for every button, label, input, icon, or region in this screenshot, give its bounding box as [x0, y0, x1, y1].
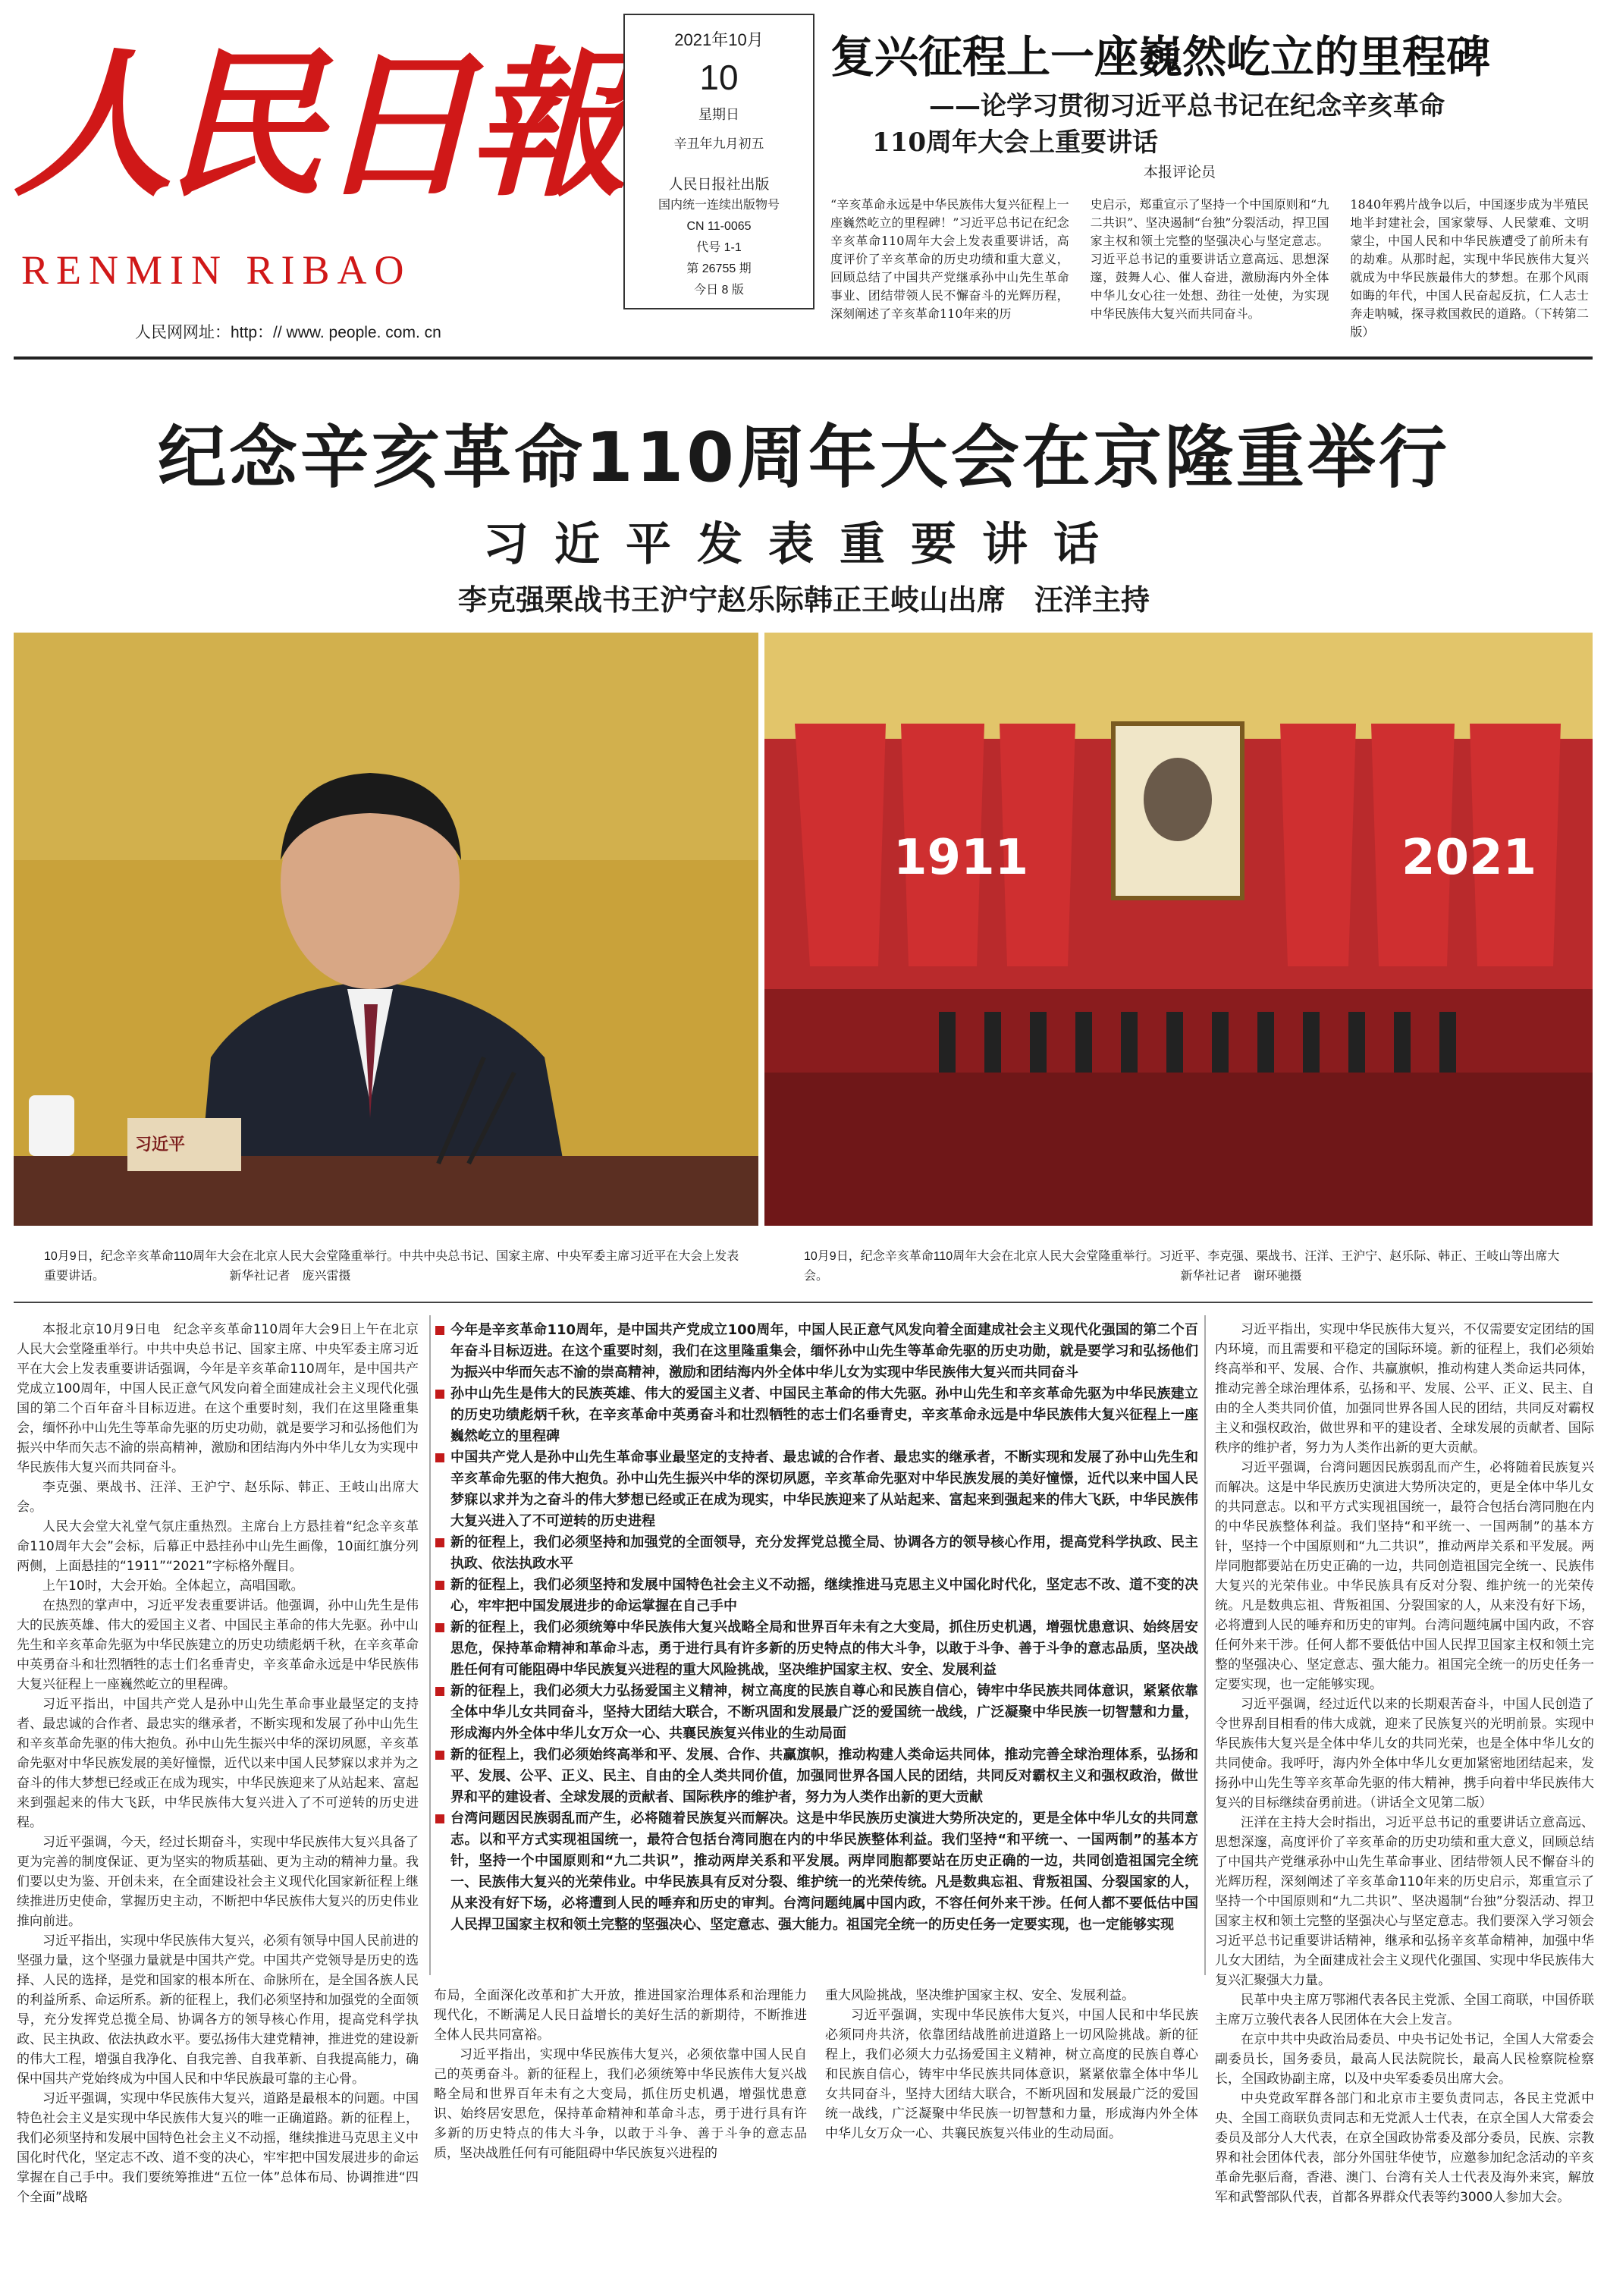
col2-lower-right: [825, 1986, 1198, 2289]
col1-para: 在热烈的掌声中，习近平发表重要讲话。他强调，孙中山先生是伟大的民族英雄、伟大的爱国主义者、中国民主革命的伟大先驱。孙中山先生和辛亥革命先驱为中华民族建立的历史功绩彪炳千秋，在辛亥革命中英勇奋斗和壮烈牺牲的志士们名垂青史，辛亥革命永远是中华民族伟大复兴征程上一座巍然屹立的里程碑。: [17, 1598, 419, 1692]
photo-caption-1: [44, 1247, 749, 1286]
top-article-subtitle-1: ——论学习贯彻习近平总书记在纪念辛亥革命: [929, 91, 1445, 121]
col2-para: 重大风险挑战，坚决维护国家主权、安全、发展利益。: [825, 1988, 1135, 2003]
key-point: 台湾问题因民族弱乱而产生，必将随着民族复兴而解决。这是中华民族历史演进大势所决定的，更是全体中华儿女的共同意志。以和平方式实现祖国统一，最符合包括台湾同胞在内的中华民族整体利益。我们坚持“和平统一、一国两制”的基本方针，坚持一个中国原则和“九二共识”，推动两岸关系和平发展。两岸同胞都要站在历史正确的一边，共同创造祖国完全统一、民族伟大复兴的光荣伟业。中华民族具有反对分裂、维护统一的光荣传统。凡是数典忘祖、背叛祖国、分裂国家的人，从来没有好下场，必将遭到人民的唾弃和历史的审判。台湾问题纯属中国内政，不容任何外来干涉。任何人都不要低估中国人民捍卫国家主权和领土完整的坚强决心、坚定意志、强大能力。祖国完全统一的历史任务一定要实现，也一定能够实现: [434, 1808, 1198, 1936]
col1-para: 本报北京10月9日电 纪念辛亥革命110周年大会9日上午在北京人民大会堂隆重举行。中共中央总书记、国家主席、中央军委主席习近平在大会上发表重要讲话强调，今年是辛亥革命110周年，是中国共产党成立100周年，中国人民正意气风发向着全面建成社会主义现代化强国的第二个百年奋斗目标迈进。在这个重要时刻，我们在这里隆重集会，缅怀孙中山先生等革命先驱的历史功勋，就是要学习和弘扬他们为振兴中华而矢志不渝的崇高精神，激励和团结海内外中华儿女为实现中华民族伟大复兴而共同奋斗。: [17, 1322, 419, 1475]
caption-1-text: 10月9日，纪念辛亥革命110周年大会在北京人民大会堂隆重举行。中共中央总书记、国家主席、中央军委主席习近平在大会上发表重要讲话。: [44, 1250, 739, 1283]
col2-para: 布局，全面深化改革和扩大开放，推进国家治理体系和治理能力现代化，不断满足人民日益增长的美好生活的新期待，不断推进全体人民共同富裕。: [434, 1988, 807, 2043]
logo-chinese: 人民日報: [14, 31, 621, 218]
col1-para: 上午10时，大会开始。全体起立，高唱国歌。: [42, 1578, 304, 1594]
commentary-col-3: 1840年鸦片战争以后，中国逐步成为半殖民地半封建社会，国家蒙辱、人民蒙难、文明蒙尘，中国人民和中华民族遭受了前所未有的劫难。从那时起，实现中华民族伟大复兴就成为中华民族最伟大的梦想。在那个风雨如晦的年代，中国人民奋起反抗，仁人志士奔走呐喊，探寻救国救民的道路。（下转第二版）: [1350, 197, 1590, 339]
col3-para: 中央党政军群各部门和北京市主要负责同志，各民主党派中央、全国工商联负责同志和无党派人士代表，在京全国人大常委会委员及部分人大代表，在京全国政协常委及部分委员，民族、宗教界和社会团体代表，部分外国驻华使节，应邀参加纪念活动的辛亥革命先驱后裔，香港、澳门、台湾有关人士代表及海外来宾，解放军和武警部队代表，首都各界群众代表等约3000人参加大会。: [1215, 2091, 1594, 2205]
top-article-body: [830, 196, 1589, 347]
col1-para: 习近平指出，实现中华民族伟大复兴，必须有领导中国人民前进的坚强力量，这个坚强力量就是中国共产党。中国共产党领导是历史的选择、人民的选择，是党和国家的根本所在、命脉所在，是全国各族人民的利益所系、命运所系。新的征程上，我们必须坚持和加强党的全面领导，充分发挥党总揽全局、协调各方的领导核心作用，提高党科学执政、民主执政、依法执政水平。要弘扬伟大建党精神，推进党的建设新的伟大工程，增强自我净化、自我完善、自我革新、自我提高能力，确保中国共产党始终成为中国人民和中华民族最可靠的主心骨。: [17, 1933, 419, 2087]
cn-number: CN 11-0065: [686, 220, 752, 233]
col3-para: 民革中央主席万鄂湘代表各民主党派、全国工商联，中国侨联主席万立骏代表各人民团体在大会上发言。: [1215, 1993, 1594, 2027]
nameplate: 习近平: [135, 1135, 186, 1154]
article-column-2-lower: [434, 1986, 1198, 2289]
photo-caption-2: [804, 1247, 1570, 1286]
key-point: 孙中山先生是伟大的民族英雄、伟大的爱国主义者、中国民主革命的伟大先驱。孙中山先生和辛亥革命先驱为中华民族建立的历史功绩彪炳千秋，在辛亥革命中英勇奋斗和壮烈牺牲的志士们名垂青史，辛亥革命永远是中华民族伟大复兴征程上一座巍然屹立的里程碑: [434, 1384, 1198, 1447]
key-point: 新的征程上，我们必须统筹中华民族伟大复兴战略全局和世界百年未有之大变局，抓住历史机遇，增强忧患意识、始终居安思危，保持革命精神和革命斗志，勇于进行具有许多新的历史特点的伟大斗争，以敢于斗争、善于斗争的意志品质，坚决战胜任何有可能阻碍中华民族复兴进程的重大风险挑战，坚决维护国家主权、安全、发展利益: [434, 1617, 1198, 1681]
key-point: 新的征程上，我们必须坚持和发展中国特色社会主义不动摇，继续推进马克思主义中国化时代化，坚定志不改、道不变的决心，牢牢把中国发展进步的命运掌握在自己手中: [434, 1575, 1198, 1617]
photo-speaker[interactable]: [14, 633, 758, 1226]
caption-1-credit: 新华社记者 庞兴雷摄: [229, 1270, 351, 1283]
col2-lower-left: [434, 1986, 807, 2289]
col1-para: 习近平强调，实现中华民族伟大复兴，道路是最根本的问题。中国特色社会主义是实现中华民族伟大复兴的唯一正确道路。新的征程上，我们必须坚持和发展中国特色社会主义不动摇，继续推进马克思主义中国化时代化，坚定志不改、道不变的决心，牢牢把中国发展进步的命运掌握在自己手中。我们要统筹推进“五位一体”总体布局、协调推进“四个全面”战略: [17, 2091, 419, 2205]
code-number: 代号 1-1: [696, 241, 742, 254]
attendees-headline: 李克强栗战书王沪宁赵乐际韩正王岐山出席 汪洋主持: [457, 583, 1150, 617]
date-weekday: 星期日: [698, 107, 739, 122]
issue-number: 第 26755 期: [686, 262, 752, 275]
year-right-label: 2021: [1401, 830, 1537, 886]
date-box: [623, 14, 814, 309]
caption-2-text: 10月9日，纪念辛亥革命110周年大会在北京人民大会堂隆重举行。习近平、李克强、栗战书、汪洋、王沪宁、赵乐际、韩正、王岐山等出席大会。: [804, 1250, 1560, 1283]
col3-para: 习近平指出，实现中华民族伟大复兴，不仅需要安定团结的国内环境，而且需要和平稳定的国际环境。新的征程上，我们必须始终高举和平、发展、合作、共赢旗帜，推动构建人类命运共同体，推动完善全球治理体系，弘扬和平、发展、公平、正义、民主、自由的全人类共同价值，加强同世界各国人民的团结，共同反对霸权主义和强权政治，做世界和平的建设者、全球发展的贡献者、国际秩序的维护者，努力为人类作出新的更大贡献。: [1215, 1322, 1594, 1456]
article-column-1: [17, 1320, 419, 2283]
caption-2-credit: 新华社记者 谢环驰摄: [1180, 1270, 1302, 1283]
issn-line: 国内统一连续出版物号: [658, 199, 780, 212]
masthead-divider: [14, 356, 1593, 360]
date-day: 10: [699, 58, 739, 97]
date-lunar: 辛丑年九月初五: [673, 137, 764, 151]
col2-para: 习近平强调，实现中华民族伟大复兴，中国人民和中华民族必须同舟共济，依靠团结战胜前进道路上一切风险挑战。新的征程上，我们必须大力弘扬爱国主义精神，树立高度的民族自尊心和民族自信心，铸牢中华民族共同体意识，紧紧依靠全体中华儿女共同奋斗，坚持大团结大联合，不断巩固和发展最广泛的爱国统一战线，广泛凝聚中华民族一切智慧和力量，形成海内外全体中华儿女万众一心、共襄民族复兴伟业的生动局面。: [825, 2008, 1198, 2141]
website-url[interactable]: 人民网网址：http：// www. people. com. cn: [135, 324, 441, 341]
key-point: 新的征程上，我们必须始终高举和平、发展、合作、共赢旗帜，推动构建人类命运共同体，推动完善全球治理体系，弘扬和平、发展、公平、正义、民主、自由的全人类共同价值，加强同世界各国人民的团结，共同反对霸权主义和强权政治，做世界和平的建设者、全球发展的贡献者、国际秩序的维护者，努力为人类作出新的更大贡献: [434, 1745, 1198, 1808]
masthead-logo: [14, 15, 621, 243]
key-point: 新的征程上，我们必须坚持和加强党的全面领导，充分发挥党总揽全局、协调各方的领导核心作用，提高党科学执政、民主执政、依法执政水平: [434, 1532, 1198, 1575]
year-left-label: 1911: [893, 830, 1029, 886]
col1-para: 习近平强调，今天，经过长期奋斗，实现中华民族伟大复兴具备了更为完善的制度保证、更为坚实的物质基础、更为主动的精神力量。我们要以史为鉴、开创未来，在全面建设社会主义现代化国家新征程上继续推进历史使命，掌握历史主动，不断把中华民族伟大复兴的历史伟业推向前进。: [17, 1835, 419, 1929]
col1-para: 李克强、栗战书、汪洋、王沪宁、赵乐际、韩正、王岐山出席大会。: [17, 1480, 419, 1515]
key-point: 新的征程上，我们必须大力弘扬爱国主义精神，树立高度的民族自尊心和民族自信心，铸牢中华民族共同体意识，紧紧依靠全体中华儿女共同奋斗，坚持大团结大联合，不断巩固和发展最广泛的爱国统一战线，广泛凝聚中华民族一切智慧和力量，形成海内外全体中华儿女万众一心、共襄民族复兴伟业的生动局面: [434, 1681, 1198, 1745]
col1-para: 习近平指出，中国共产党人是孙中山先生革命事业最坚定的支持者、最忠诚的合作者、最忠实的继承者，不断实现和发展了孙中山先生和辛亥革命先驱的伟大抱负。孙中山先生振兴中华的深切夙愿，辛亥革命先驱对中华民族发展的美好憧憬，近代以来中国人民梦寐以求并为之奋斗的伟大梦想已经或正在成为现实，中华民族迎来了从站起来、富起来到强起来的伟大飞跃，中华民族伟大复兴进入了不可逆转的历史进程。: [17, 1697, 419, 1830]
photo-hall[interactable]: [764, 633, 1593, 1226]
col3-para: 习近平强调，台湾问题因民族弱乱而产生，必将随着民族复兴而解决。这是中华民族历史演进大势所决定的，更是全体中华儿女的共同意志。以和平方式实现祖国统一，最符合包括台湾同胞在内的中华民族整体利益。我们坚持“和平统一、一国两制”的基本方针，坚持一个中国原则和“九二共识”，推动两岸关系和平发展。两岸同胞都要站在历史正确的一边，共同创造祖国完全统一、民族伟大复兴的光荣伟业。中华民族具有反对分裂、维护统一的光荣传统。凡是数典忘祖、背叛祖国、分裂国家的人，从来没有好下场，必将遭到人民的唾弃和历史的审判。台湾问题纯属中国内政，不容任何外来干涉。任何人都不要低估中国人民捍卫国家主权和领土完整的坚强决心、坚定意志、强大能力。祖国完全统一的历史任务一定要实现，也一定能够实现。: [1215, 1460, 1594, 1692]
top-article-subtitle-2: 110周年大会上重要讲话: [872, 127, 1158, 158]
col2-para: 习近平指出，实现中华民族伟大复兴，必须依靠中国人民自己的英勇奋斗。新的征程上，我们必须统筹中华民族伟大复兴战略全局和世界百年未有之大变局，抓住历史机遇，增强忧患意识、始终居安思危，保持革命精神和革命斗志，勇于进行具有许多新的历史特点的伟大斗争，以敢于斗争、善于斗争的意志品质，坚决战胜任何有可能阻碍中华民族复兴进程的: [434, 2047, 807, 2161]
top-article-byline: 本报评论员: [1144, 165, 1216, 181]
photo-speaker-illustration: [14, 633, 758, 1226]
photo-hall-illustration: [764, 633, 1593, 1226]
main-headline[interactable]: 纪念辛亥革命110周年大会在京隆重举行: [158, 418, 1450, 498]
commentary-col-2: 史启示，郑重宣示了坚持一个中国原则和“九二共识”、坚决遏制“台独”分裂活动，捍卫国家主权和领土完整的坚强决心与坚定意志。习近平总书记的重要讲话立意高远、思想深邃，鼓舞人心、催人奋进，激励海内外全体中华儿女心往一处想、劲往一处使，为实现中华民族伟大复兴而共同奋斗。: [1090, 197, 1329, 321]
col1-para: 人民大会堂大礼堂气氛庄重热烈。主席台上方悬挂着“纪念辛亥革命110周年大会”会标，后幕正中悬挂孙中山先生画像，10面红旗分列两侧，上面悬挂的“1911”“2021”字标格外醒目。: [17, 1519, 419, 1574]
key-point: 今年是辛亥革命110周年，是中国共产党成立100周年，中国人民正意气风发向着全面建成社会主义现代化强国的第二个百年奋斗目标迈进。在这个重要时刻，我们在这里隆重集会，缅怀孙中山先生等革命先驱的历史功勋，就是要学习和弘扬他们为振兴中华而矢志不渝的崇高精神，激励和团结海内外全体中华儿女为实现中华民族伟大复兴而共同奋斗: [434, 1320, 1198, 1384]
publisher: 人民日报社出版: [668, 177, 770, 193]
logo-english: RENMIN RIBAO: [21, 247, 412, 293]
caption-divider: [14, 1302, 1593, 1303]
key-points-list: [434, 1320, 1198, 1972]
date-year-month: 2021年10月: [674, 30, 764, 49]
page-count: 今日 8 版: [694, 284, 744, 297]
commentary-col-1: “辛亥革命永远是中华民族伟大复兴征程上一座巍然屹立的里程碑！”习近平总书记在纪念辛亥革命110周年大会上发表重要讲话，高度评价了辛亥革命的历史功绩和重大意义，回顾总结了中国共产党继承孙中山先生革命事业、团结带领人民不懈奋斗的光辉历程，深刻阐述了辛亥革命110年来的历: [830, 197, 1069, 321]
key-point: 中国共产党人是孙中山先生革命事业最坚定的支持者、最忠诚的合作者、最忠实的继承者，不断实现和发展了孙中山先生和辛亥革命先驱的伟大抱负。孙中山先生振兴中华的深切夙愿，辛亥革命先驱对中华民族发展的美好憧憬，近代以来中国人民梦寐以求并为之奋斗的伟大梦想已经或正在成为现实，中华民族迎来了从站起来、富起来到强起来的伟大飞跃，中华民族伟大复兴进入了不可逆转的历史进程: [434, 1447, 1198, 1532]
article-column-3: [1215, 1320, 1594, 2283]
top-article-title[interactable]: 复兴征程上一座巍然屹立的里程碑: [830, 31, 1491, 83]
col3-para: 汪洋在主持大会时指出，习近平总书记的重要讲话立意高远、思想深邃，高度评价了辛亥革命的历史功绩和重大意义，回顾总结了中国共产党继承孙中山先生革命事业、团结带领人民不懈奋斗的光辉历程，深刻阐述了辛亥革命110年来的历史启示，郑重宣示了坚持一个中国原则和“九二共识”、坚决遏制“台独”分裂活动、捍卫国家主权和领土完整的坚强决心与坚定意志。我们要深入学习领会习近平总书记重要讲话精神，继承和弘扬辛亥革命精神，加强中华儿女大团结，为全面建成社会主义现代化强国、实现中华民族伟大复兴汇聚强大力量。: [1215, 1815, 1594, 1988]
sub-headline: 习近平发表重要讲话: [483, 518, 1125, 571]
col3-para: 在京中共中央政治局委员、中央书记处书记，全国人大常委会副委员长，国务委员，最高人民法院院长，最高人民检察院检察长，全国政协副主席，以及中央军委委员出席大会。: [1215, 2032, 1594, 2087]
col3-para: 习近平强调，经过近代以来的长期艰苦奋斗，中国人民创造了令世界刮目相看的伟大成就，迎来了民族复兴的光明前景。实现中华民族伟大复兴是全体中华儿女的共同光荣，也是全体中华儿女的共同使命。我呼吁，海内外全体中华儿女更加紧密地团结起来，发扬孙中山先生等辛亥革命先驱的伟大精神，携手向着中华民族伟大复兴的目标继续奋勇前进。（讲话全文见第二版）: [1215, 1697, 1594, 1811]
